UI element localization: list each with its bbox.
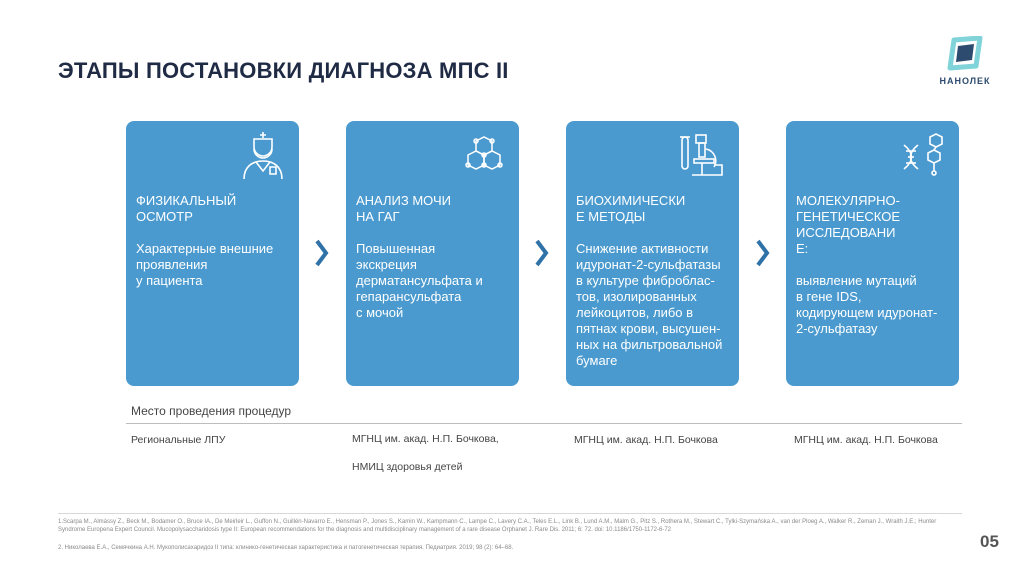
stage-description: выявление мутаций в гене IDS, кодирующем идуронат- 2-сульфатазу [796, 273, 938, 336]
reference-2: 2. Николаева Е.А., Семячкина А.Н. Мукополисахаридоз II типа: клинико-генетическая характеристика и патогенетическая терапия. Педиатрия. 2019; 98 (2): 64–68. [58, 545, 514, 551]
stage-heading: ФИЗИКАЛЬНЫЙ ОСМОТР [136, 193, 237, 224]
doctor-icon [240, 131, 286, 181]
locations-header: Место проведения процедур [131, 404, 292, 418]
chevron-right-icon [314, 238, 330, 268]
page-title: ЭТАПЫ ПОСТАНОВКИ ДИАГНОЗА МПС II [58, 58, 509, 83]
microscope-icon [680, 131, 726, 181]
stage-heading: АНАЛИЗ МОЧИ НА ГАГ [356, 193, 452, 224]
stage-heading: МОЛЕКУЛЯРНО- ГЕНЕТИЧЕСКОЕ ИССЛЕДОВАНИ Е: [796, 193, 900, 256]
dna-icon [900, 131, 946, 181]
stage-card-urine-test [346, 121, 519, 386]
logo-text: НАНОЛЕК [939, 76, 991, 86]
stage-description: Повышенная экскреция дерматансульфата и гепарансульфата с мочой [356, 241, 483, 320]
molecule-icon [460, 131, 506, 181]
location-cell: МГНЦ им. акад. Н.П. Бочкова [574, 434, 718, 446]
stage-card-genetic [786, 121, 959, 386]
footer-divider [58, 513, 962, 514]
reference-1: 1.Scarpa M., Almássy Z., Beck M., Bodamer O., Bruce IA., De Meirleir L., Guffon N., Guillén-Navarro E., Hensman P., Jones S., Kamin W., Kampmann C., Lampe C., Lavery C.A., Teles E.L., Link B., Lund A.M., Malm G., Pitz S., Rothera M., Stewart C., Tylki-Szymańska A., van der Ploeg A., Walker R., Zeman J., Wraith J.E.; Hunter Syndrome Europena Expert Council. Mucopolysaccharidosis type II: European recommendations for the diagnosis and multidisciplinary management of a rare disease Orphanet J. Rare Dis. 2011; 6: 72. doi: 10.1186/1750-1172-6-72 [58, 519, 937, 533]
divider [126, 423, 962, 424]
stage-card-biochemical [566, 121, 739, 386]
location-cell: МГНЦ им. акад. Н.П. Бочкова [794, 434, 938, 446]
stage-card-physical-exam [126, 121, 299, 386]
stage-heading: БИОХИМИЧЕСКИ Е МЕТОДЫ [576, 193, 686, 224]
chevron-right-icon [755, 238, 771, 268]
company-logo [930, 36, 1000, 96]
chevron-right-icon [534, 238, 550, 268]
logo-icon [944, 36, 986, 76]
stage-description: Характерные внешние проявления у пациента [136, 241, 274, 288]
stage-description: Снижение активности идуронат-2-сульфатазы в культуре фиброблас- тов, изолированных лейкоцитов, либо в пятнах крови, высушен- ных на фильтровальной бумаге [576, 241, 723, 368]
page-number: 05 [980, 532, 999, 551]
location-cell: МГНЦ им. акад. Н.П. Бочкова, НМИЦ здоровья детей [352, 433, 499, 473]
location-cell: Региональные ЛПУ [131, 434, 226, 446]
